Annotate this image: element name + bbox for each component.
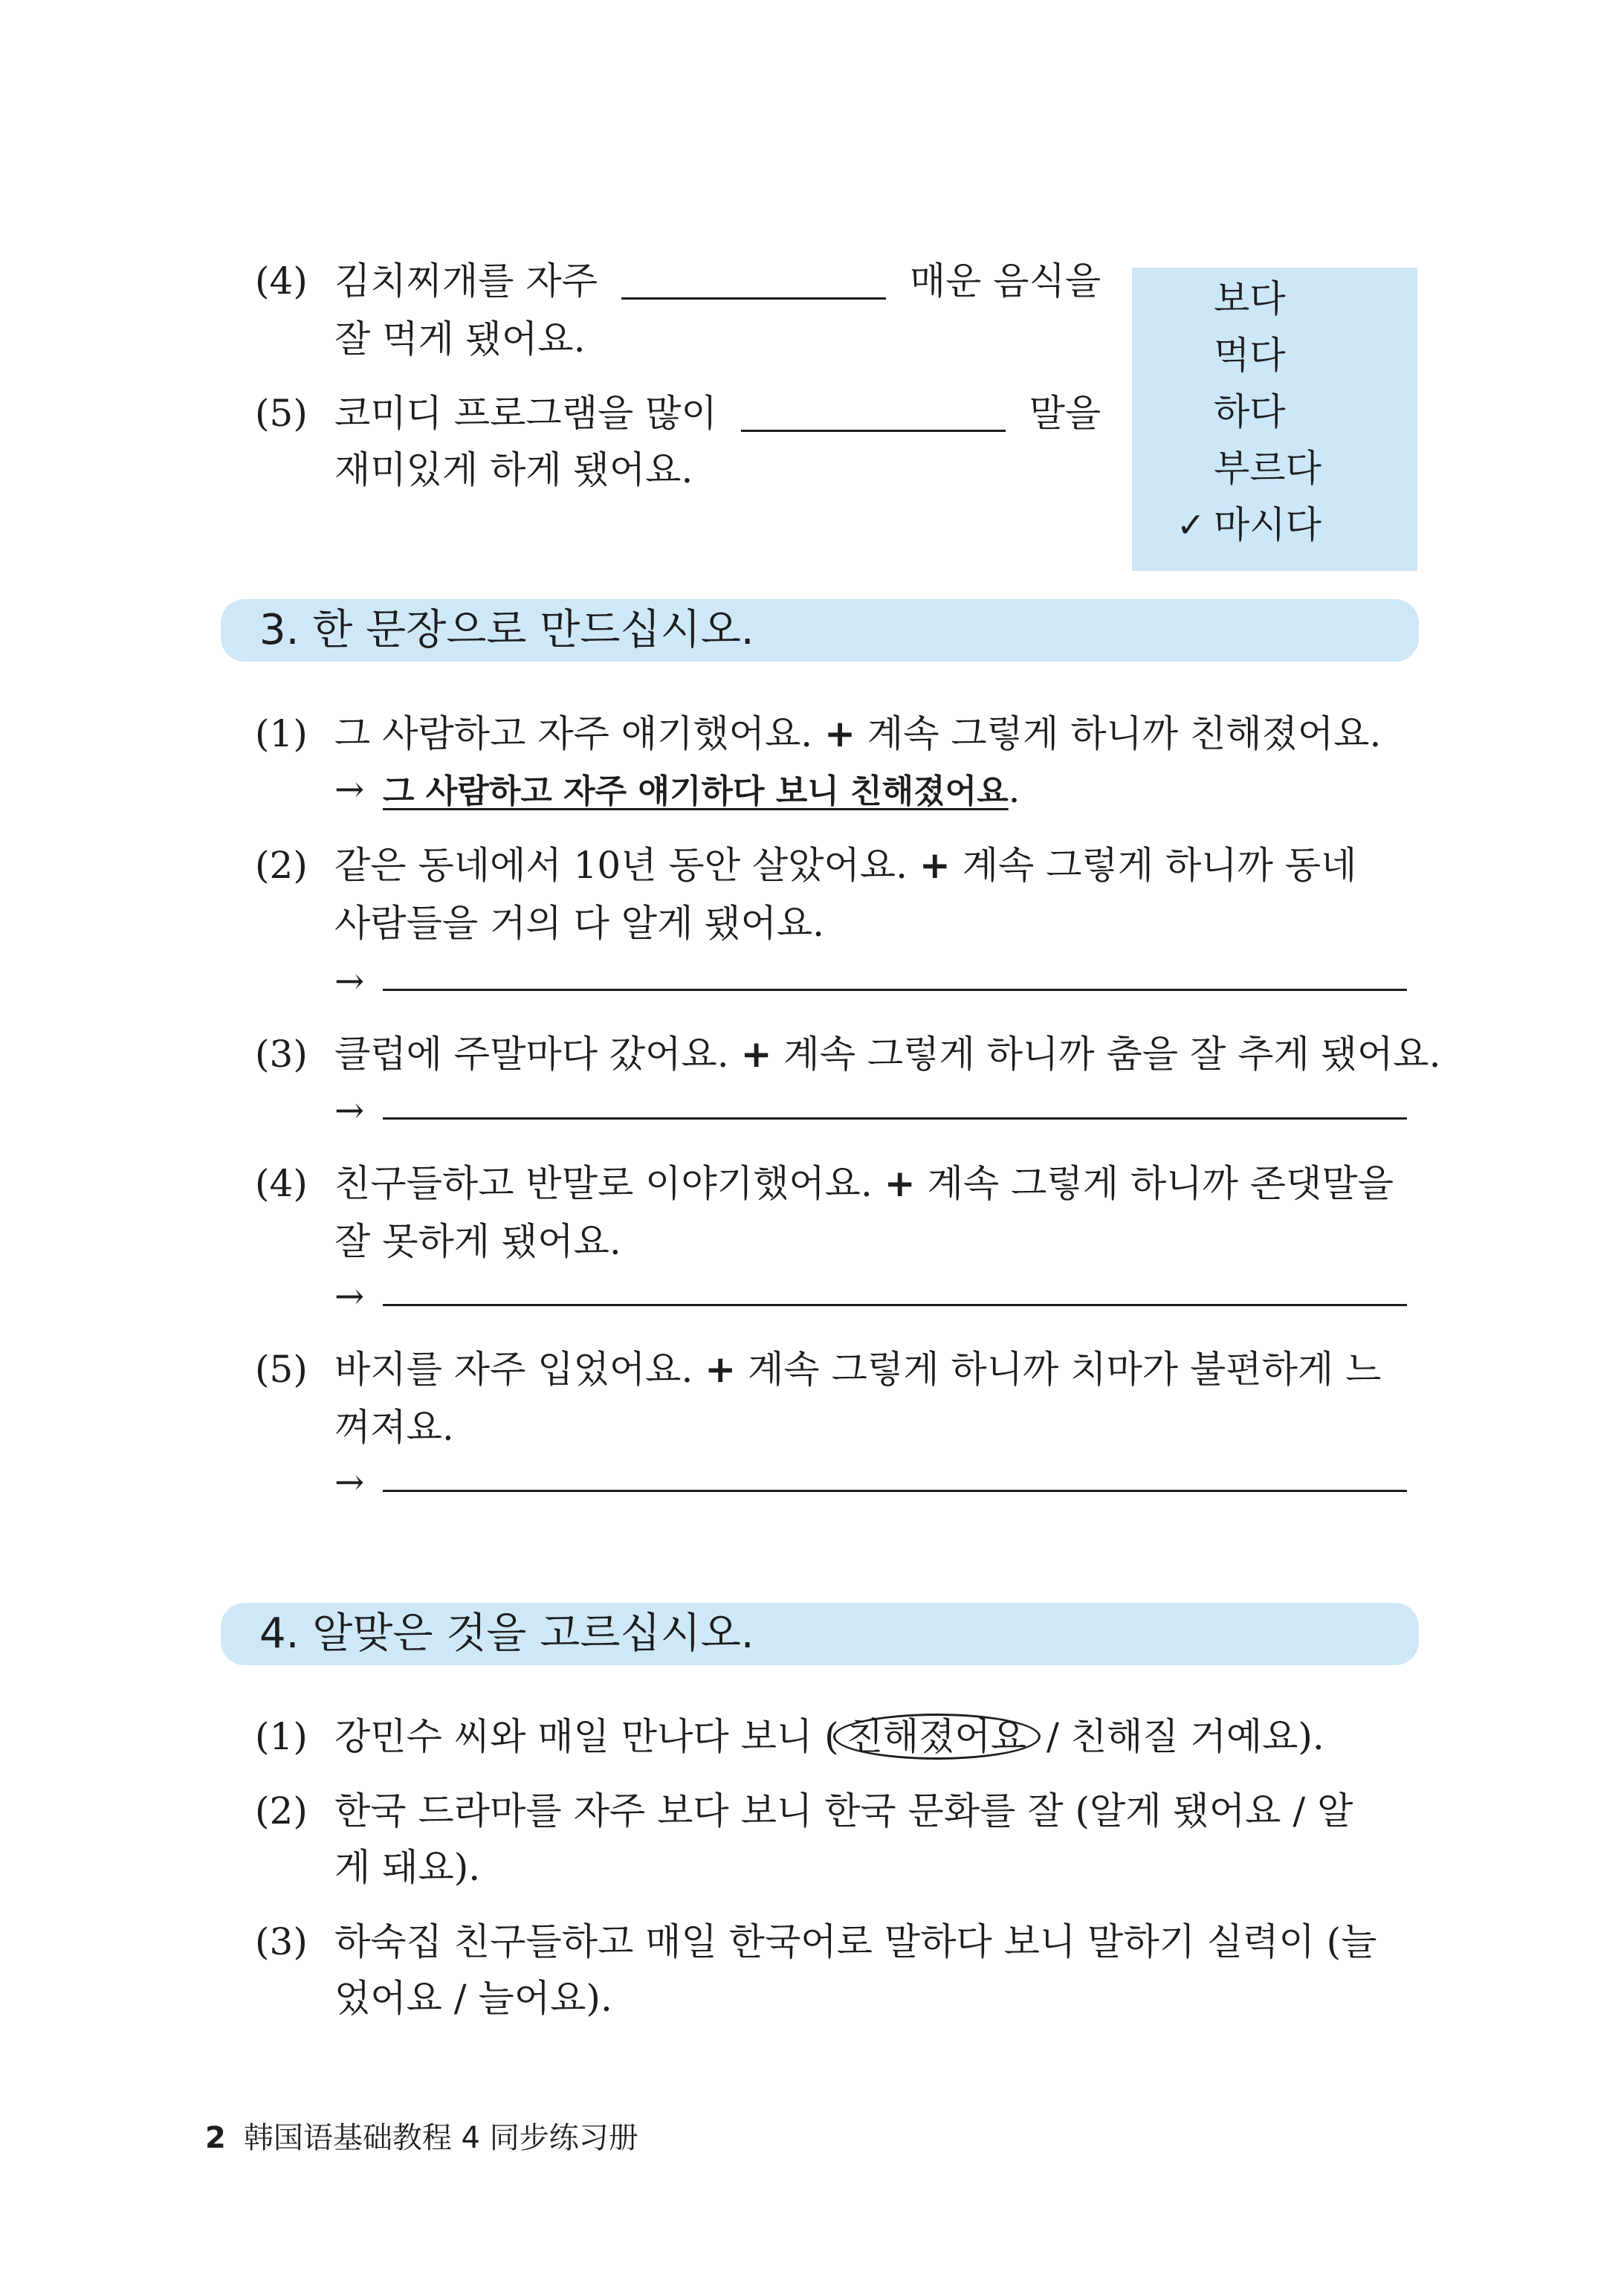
page-number: 2 xyxy=(205,2121,226,2155)
item-text xyxy=(334,390,1101,437)
word-box xyxy=(1132,268,1417,571)
item-text xyxy=(334,1346,1381,1393)
plus-icon: + xyxy=(824,712,855,755)
section-title: 3. 한 문장으로 만드십시오. xyxy=(259,606,754,654)
answer-line[interactable] xyxy=(383,1304,1407,1306)
circled-choice[interactable]: 친해졌어요 xyxy=(833,1714,1041,1760)
fill-blank[interactable] xyxy=(741,397,1006,432)
item-text-line2: 사람들을 거의 다 알게 됐어요. xyxy=(334,902,825,945)
item-text-part1: 클럽에 주말마다 갔어요. xyxy=(334,1033,729,1076)
example-answer-text: 그 사람하고 자주 얘기하다 보니 친해졌어요 xyxy=(383,772,1009,810)
item-text-part1: 그 사람하고 자주 얘기했어요. xyxy=(334,712,813,755)
arrow-icon: → xyxy=(334,1276,365,1317)
item-number: (5) xyxy=(255,1348,308,1391)
item-number: (5) xyxy=(255,392,308,435)
plus-icon: + xyxy=(884,1162,916,1205)
item-text-after: 매운 음식을 xyxy=(909,259,1101,303)
word-option: 부르다 xyxy=(1214,447,1321,490)
item-number: (3) xyxy=(255,1033,308,1076)
fill-blank[interactable] xyxy=(621,265,886,300)
item-number: (1) xyxy=(255,712,308,755)
item-number: (2) xyxy=(255,1789,308,1832)
item-text-part1: 씨와 매일 만나다 보니 ( xyxy=(453,1715,839,1758)
item-text: 하숙집 친구들하고 매일 한국어로 말하다 보니 말하기 실력이 (늘 xyxy=(334,1920,1377,1963)
item-number: (2) xyxy=(255,844,308,887)
item-text-part2: 계속 그렇게 하니까 동네 xyxy=(962,844,1357,887)
section-header-4 xyxy=(221,1603,1419,1665)
item-text xyxy=(334,1030,1440,1078)
answer-line[interactable] xyxy=(383,1490,1407,1492)
item-number: (4) xyxy=(255,1162,308,1205)
check-mark-icon: ✓ xyxy=(1177,505,1206,545)
item-text-line2: 껴져요. xyxy=(334,1406,454,1449)
item-text-part2: 계속 그렇게 하니까 친해졌어요. xyxy=(867,712,1382,755)
item-text xyxy=(334,842,1356,889)
plus-icon: + xyxy=(919,844,951,887)
plus-icon: + xyxy=(705,1348,737,1391)
item-number: (3) xyxy=(255,1920,308,1963)
item-text-after: 말을 xyxy=(1029,392,1101,435)
item-text xyxy=(334,257,1101,305)
item-number: (1) xyxy=(255,1715,308,1758)
item-text-part1: 같은 동네에서 10년 동안 살았어요. xyxy=(334,844,908,887)
word-option: 보다 xyxy=(1214,277,1286,320)
example-answer xyxy=(383,766,1020,816)
arrow-icon: → xyxy=(334,1462,365,1503)
item-text-part1: 바지를 자주 입었어요. xyxy=(334,1348,693,1391)
item-text: 한국 드라마를 자주 보다 보니 한국 문화를 잘 (알게 됐어요 / 알 xyxy=(334,1789,1353,1832)
item-text-before: 김치찌개를 자주 xyxy=(334,259,598,303)
word-option: 먹다 xyxy=(1214,334,1286,377)
item-text-part2: / 친해질 거예요). xyxy=(1035,1715,1324,1758)
item-text-part2: 계속 그렇게 하니까 치마가 불편하게 느 xyxy=(748,1348,1382,1391)
section-title: 4. 알맞은 것을 고르십시오. xyxy=(259,1609,754,1658)
item-text-before: 코미디 프로그램을 많이 xyxy=(334,392,717,435)
item-text-line2: 재미있게 하게 됐어요. xyxy=(334,448,693,491)
item-text-line2: 게 돼요). xyxy=(334,1846,481,1889)
page-footer xyxy=(205,2116,638,2160)
person-name: 강민수 xyxy=(334,1715,442,1758)
item-text xyxy=(334,710,1381,758)
word-option: 마시다 xyxy=(1214,503,1321,546)
item-text xyxy=(334,1160,1394,1207)
item-text xyxy=(334,1713,1324,1760)
item-text-part1: 친구들하고 반말로 이야기했어요. xyxy=(334,1162,873,1205)
example-answer-period: . xyxy=(1008,768,1020,811)
book-title: 韩国语基础教程 4 同步练习册 xyxy=(243,2121,638,2155)
item-text-line2: 잘 못하게 됐어요. xyxy=(334,1220,621,1263)
item-text-line2: 잘 먹게 됐어요. xyxy=(334,317,586,361)
item-text-line2: 었어요 / 늘어요). xyxy=(334,1977,612,2020)
arrow-icon: → xyxy=(334,769,365,810)
answer-line[interactable] xyxy=(383,989,1407,991)
item-text-part2: 계속 그렇게 하니까 존댓말을 xyxy=(927,1162,1394,1205)
plus-icon: + xyxy=(740,1033,772,1076)
item-number: (4) xyxy=(255,259,308,303)
arrow-icon: → xyxy=(334,1090,365,1131)
item-text-part2: 계속 그렇게 하니까 춤을 잘 추게 됐어요. xyxy=(783,1033,1441,1076)
answer-line[interactable] xyxy=(383,1117,1407,1120)
arrow-icon: → xyxy=(334,960,365,1002)
word-option: 하다 xyxy=(1214,390,1286,433)
section-header-3 xyxy=(221,599,1419,662)
